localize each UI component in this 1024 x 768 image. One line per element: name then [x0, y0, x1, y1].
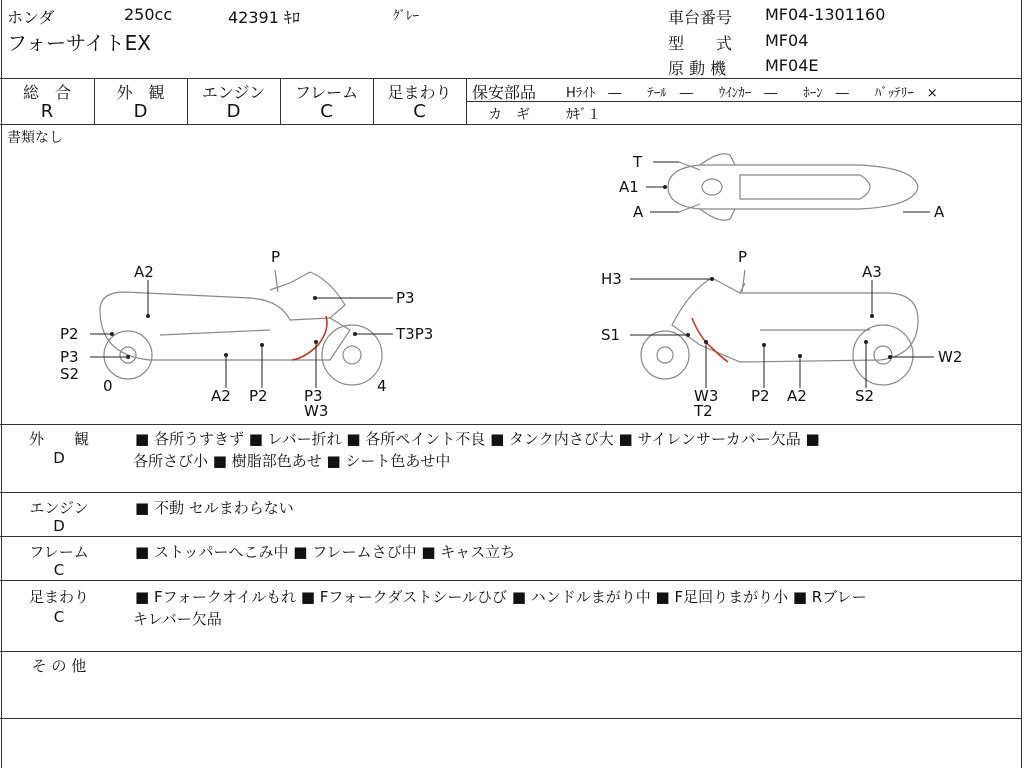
label-left-four: 4	[377, 377, 387, 395]
remark-grade-engine: D	[53, 517, 65, 535]
grade-label-exterior: 外 観	[116, 83, 165, 102]
remark-label-engine: エンジン	[29, 499, 89, 517]
documents-note: 書類なし	[7, 130, 63, 146]
remark-grade-exterior: D	[53, 449, 65, 467]
label-left-p3-top: P3	[396, 289, 415, 307]
scooter-right-side-view	[641, 270, 918, 385]
label-right-a3: A3	[862, 263, 882, 281]
grade-value-engine: D	[226, 101, 241, 122]
divider-remark-3	[0, 580, 1022, 581]
label-top-a-right: A	[934, 203, 945, 221]
label-right-t2: T2	[694, 402, 713, 420]
grade-label-suspension: 足まわり	[387, 83, 452, 102]
grade-col-divider-5	[466, 78, 467, 124]
label-left-p3-bottom: P3	[304, 387, 323, 405]
label-top-a-left: A	[633, 203, 644, 221]
divider-safety	[466, 101, 1022, 102]
grade-label-engine: エンジン	[201, 83, 266, 102]
engine-value: MF04E	[765, 56, 819, 75]
divider-header	[0, 78, 1022, 79]
label-right-s1: S1	[601, 326, 621, 344]
label-top-t: T	[633, 153, 643, 171]
label-left-a2-bottom: A2	[211, 387, 231, 405]
label-left-p: P	[271, 248, 281, 266]
remark-label-exterior: 外 観	[28, 430, 89, 448]
model-name: フォーサイトEX	[7, 31, 151, 55]
label-left-t3p3: T3P3	[396, 325, 434, 343]
frame-no: MF04-1301160	[765, 5, 886, 24]
label-right-s2: S2	[855, 387, 875, 405]
label-top-a1: A1	[619, 178, 639, 196]
remark-grade-suspension: C	[53, 608, 65, 626]
remark-text-engine: ■ 不動 セルまわらない	[135, 499, 294, 517]
engine-label: 原 動 機	[668, 59, 727, 78]
label-right-w3: W3	[694, 387, 719, 405]
maker: ホンダ	[7, 8, 55, 27]
remark-text-suspension-1: ■ Fフォークオイルもれ ■ Fフォークダストシールひび ■ ハンドルまがり中 ■ F足回りまがり小 ■ Rブレー	[135, 588, 867, 606]
label-left-a2-top: A2	[134, 263, 154, 281]
key-label: カ ギ	[488, 107, 530, 123]
remark-text-suspension-2: キレバー欠品	[133, 610, 222, 628]
frame-no-label: 車台番号	[668, 8, 733, 27]
label-left-s2: S2	[60, 365, 80, 383]
grade-label-frame: フレーム	[294, 83, 359, 102]
remark-text-exterior-1: ■ 各所うすきず ■ レバー折れ ■ 各所ペイント不良 ■ タンク内さび大 ■ サイレンサーカバー欠品 ■	[135, 430, 820, 448]
label-right-w2: W2	[938, 348, 963, 366]
label-left-p2: P2	[60, 325, 79, 343]
remark-grade-frame: C	[53, 561, 65, 579]
label-left-p3: P3	[60, 348, 79, 366]
divider-remark-4	[0, 651, 1022, 652]
scooter-left-side-view	[100, 270, 382, 385]
label-left-zero: 0	[103, 377, 113, 395]
divider-remark-2	[0, 536, 1022, 537]
remark-text-frame: ■ ストッパーへこみ中 ■ フレームさび中 ■ キャス立ち	[135, 543, 516, 561]
divider-remark-1	[0, 492, 1022, 493]
color: ｸﾞﾚｰ	[393, 9, 419, 24]
type-label: 型 式	[668, 34, 733, 53]
label-right-p2: P2	[751, 387, 770, 405]
safety-items: Hﾗｲﾄ ― ﾃｰﾙ ― ｳｲﾝｶｰ ― ﾎｰﾝ ― ﾊﾞｯﾃﾘｰ ×	[566, 86, 938, 101]
remark-label-other: そ の 他	[31, 657, 87, 675]
remark-text-exterior-2: 各所さび小 ■ 樹脂部色あせ ■ シート色あせ中	[133, 452, 451, 470]
remark-label-suspension: 足まわり	[28, 588, 89, 606]
grade-value-frame: C	[320, 101, 333, 122]
grade-value-suspension: C	[413, 101, 426, 122]
displacement: 250cc	[124, 5, 173, 24]
safety-label: 保安部品	[472, 83, 537, 102]
divider-diagram	[0, 424, 1022, 425]
grade-value-overall: R	[40, 101, 54, 122]
label-right-p: P	[738, 248, 748, 266]
scooter-top-view	[668, 154, 918, 221]
label-left-p2-bottom: P2	[249, 387, 268, 405]
mileage: 42391 ｷﾛ	[228, 8, 300, 27]
label-right-h3: H3	[601, 270, 622, 288]
divider-remark-5	[0, 718, 1022, 719]
label-left-w3-bottom: W3	[304, 402, 329, 420]
grade-label-overall: 総 合	[22, 83, 71, 102]
inspection-diagram	[0, 124, 1022, 424]
grade-value-exterior: D	[133, 101, 148, 122]
type-value: MF04	[765, 31, 809, 50]
key-value: ｶｷﾞ１	[566, 107, 601, 123]
remark-label-frame: フレーム	[29, 543, 89, 561]
label-right-a2: A2	[787, 387, 807, 405]
